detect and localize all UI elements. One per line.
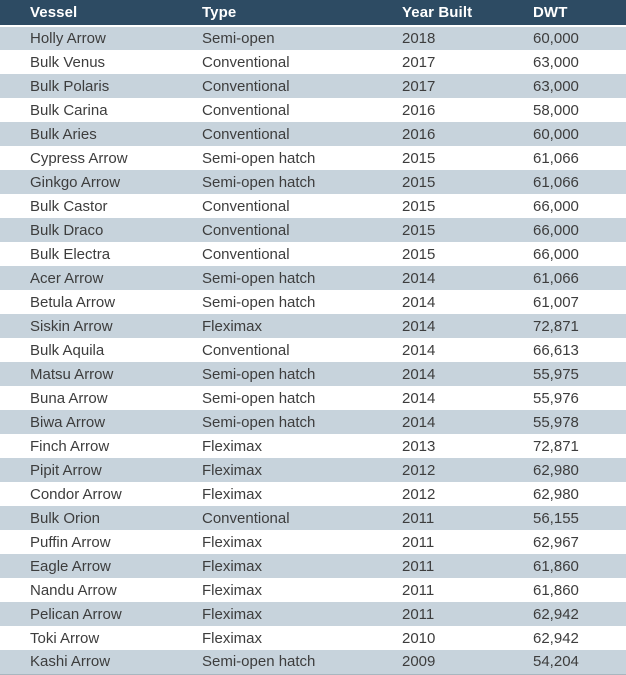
cell-type: Conventional: [202, 509, 290, 527]
cell-vessel: Biwa Arrow: [30, 413, 106, 431]
cell-type: Semi-open hatch: [202, 365, 316, 383]
cell-vessel: Cypress Arrow: [30, 149, 128, 167]
cell-year-built: 2011: [402, 605, 435, 623]
cell-type: Conventional: [202, 101, 290, 119]
cell-year-built: 2014: [402, 269, 436, 287]
cell-type: Semi-open hatch: [202, 653, 316, 671]
cell-type: Semi-open hatch: [202, 149, 316, 167]
cell-type: Fleximax: [202, 533, 263, 551]
cell-dwt: 66,613: [533, 341, 579, 359]
cell-vessel: Bulk Electra: [30, 245, 111, 263]
cell-type: Conventional: [202, 125, 290, 143]
cell-dwt: 60,000: [533, 30, 579, 47]
cell-year-built: 2011: [402, 557, 435, 575]
table-row: [0, 362, 626, 386]
table-row: [0, 122, 626, 146]
cell-year-built: 2015: [402, 149, 436, 167]
cell-vessel: Finch Arrow: [30, 437, 110, 455]
cell-year-built: 2015: [402, 173, 436, 191]
table-header-row: [0, 0, 626, 26]
cell-dwt: 72,871: [533, 437, 579, 455]
cell-dwt: 56,155: [533, 509, 579, 527]
cell-dwt: 62,967: [533, 533, 579, 551]
cell-vessel: Toki Arrow: [30, 629, 100, 647]
table-row: [0, 194, 626, 218]
cell-dwt: 58,000: [533, 101, 579, 119]
table-row: [0, 482, 626, 506]
cell-year-built: 2011: [402, 581, 435, 599]
cell-dwt: 62,942: [533, 605, 579, 623]
cell-year-built: 2010: [402, 629, 436, 647]
cell-year-built: 2011: [402, 533, 435, 551]
table-row: [0, 458, 626, 482]
cell-year-built: 2014: [402, 293, 436, 311]
cell-vessel: Condor Arrow: [30, 485, 122, 503]
cell-year-built: 2014: [402, 365, 436, 383]
cell-year-built: 2014: [402, 317, 436, 335]
cell-dwt: 55,975: [533, 365, 579, 383]
table-row: [0, 626, 626, 650]
table-row: [0, 386, 626, 410]
table-row: [0, 74, 626, 98]
cell-dwt: 55,978: [533, 413, 579, 431]
cell-year-built: 2013: [402, 437, 436, 455]
cell-vessel: Holly Arrow: [30, 30, 106, 47]
cell-year-built: 2014: [402, 413, 436, 431]
table-row: [0, 170, 626, 194]
table-row: [0, 266, 626, 290]
cell-vessel: Nandu Arrow: [30, 581, 117, 599]
cell-dwt: 61,860: [533, 557, 579, 575]
cell-dwt: 61,066: [533, 173, 579, 191]
cell-type: Semi-open hatch: [202, 293, 316, 311]
cell-vessel: Puffin Arrow: [30, 533, 111, 551]
cell-type: Fleximax: [202, 485, 263, 503]
cell-year-built: 2012: [402, 461, 436, 479]
cell-type: Conventional: [202, 53, 290, 71]
cell-type: Semi-open hatch: [202, 413, 316, 431]
cell-vessel: Bulk Venus: [30, 53, 106, 71]
cell-type: Conventional: [202, 197, 290, 215]
cell-dwt: 55,976: [533, 389, 579, 407]
cell-vessel: Siskin Arrow: [30, 317, 113, 335]
table-row: [0, 530, 626, 554]
table-row: [0, 314, 626, 338]
cell-dwt: 66,000: [533, 197, 579, 215]
cell-dwt: 54,204: [533, 653, 579, 671]
cell-dwt: 66,000: [533, 245, 579, 263]
cell-type: Semi-open: [202, 30, 275, 47]
cell-year-built: 2015: [402, 197, 436, 215]
cell-year-built: 2009: [402, 653, 436, 671]
cell-year-built: 2011: [402, 509, 435, 527]
cell-vessel: Bulk Carina: [30, 101, 108, 119]
cell-type: Fleximax: [202, 317, 263, 335]
cell-dwt: 63,000: [533, 77, 579, 95]
cell-dwt: 62,942: [533, 629, 579, 647]
table-row: [0, 554, 626, 578]
cell-vessel: Kashi Arrow: [30, 653, 111, 671]
col-header-dwt: DWT: [531, 0, 626, 26]
cell-type: Conventional: [202, 77, 290, 95]
table-row: [0, 26, 626, 50]
cell-year-built: 2018: [402, 30, 436, 47]
cell-dwt: 66,000: [533, 221, 579, 239]
table-row: [0, 146, 626, 170]
cell-vessel: Eagle Arrow: [30, 557, 111, 575]
cell-type: Fleximax: [202, 629, 263, 647]
col-header-vessel: Vessel: [0, 0, 200, 26]
cell-type: Semi-open hatch: [202, 173, 316, 191]
cell-type: Semi-open hatch: [202, 389, 316, 407]
cell-year-built: 2015: [402, 245, 436, 263]
cell-vessel: Bulk Draco: [30, 221, 104, 239]
cell-type: Conventional: [202, 341, 290, 359]
cell-vessel: Acer Arrow: [30, 269, 104, 287]
cell-vessel: Ginkgo Arrow: [30, 173, 121, 191]
cell-dwt: 63,000: [533, 53, 579, 71]
cell-vessel: Bulk Aquila: [30, 341, 105, 359]
cell-vessel: Matsu Arrow: [30, 365, 114, 383]
cell-type: Fleximax: [202, 557, 263, 575]
cell-year-built: 2016: [402, 125, 436, 143]
cell-type: Conventional: [202, 245, 290, 263]
col-header-year-built: Year Built: [400, 0, 531, 26]
cell-year-built: 2014: [402, 341, 436, 359]
cell-year-built: 2017: [402, 77, 436, 95]
cell-year-built: 2017: [402, 53, 436, 71]
col-header-type: Type: [200, 0, 400, 26]
cell-year-built: 2012: [402, 485, 436, 503]
cell-vessel: Bulk Aries: [30, 125, 97, 143]
cell-type: Fleximax: [202, 581, 263, 599]
table-row: [0, 602, 626, 626]
table-row: [0, 578, 626, 602]
table-row: [0, 50, 626, 74]
cell-dwt: 60,000: [533, 125, 579, 143]
cell-dwt: 61,066: [533, 149, 579, 167]
cell-vessel: Betula Arrow: [30, 293, 116, 311]
cell-vessel: Bulk Orion: [30, 509, 101, 527]
cell-dwt: 61,860: [533, 581, 579, 599]
cell-type: Fleximax: [202, 437, 263, 455]
cell-vessel: Pipit Arrow: [30, 461, 102, 479]
table-row: [0, 338, 626, 362]
table-row: [0, 218, 626, 242]
cell-type: Semi-open hatch: [202, 269, 316, 287]
cell-dwt: 62,980: [533, 461, 579, 479]
cell-dwt: 62,980: [533, 485, 579, 503]
cell-year-built: 2016: [402, 101, 436, 119]
cell-vessel: Bulk Polaris: [30, 77, 110, 95]
cell-dwt: 61,007: [533, 293, 579, 311]
cell-type: Fleximax: [202, 461, 263, 479]
table-row: [0, 506, 626, 530]
cell-vessel: Bulk Castor: [30, 197, 108, 215]
table-row: [0, 650, 626, 674]
table-body: [0, 26, 626, 674]
table-row: [0, 410, 626, 434]
cell-type: Conventional: [202, 221, 290, 239]
cell-vessel: Pelican Arrow: [30, 605, 122, 623]
cell-year-built: 2015: [402, 221, 436, 239]
cell-dwt: 72,871: [533, 317, 579, 335]
table-row: [0, 242, 626, 266]
table-row: [0, 290, 626, 314]
cell-type: Fleximax: [202, 605, 263, 623]
cell-dwt: 61,066: [533, 269, 579, 287]
cell-year-built: 2014: [402, 389, 436, 407]
cell-vessel: Buna Arrow: [30, 389, 108, 407]
table-row: [0, 434, 626, 458]
table-row: [0, 98, 626, 122]
